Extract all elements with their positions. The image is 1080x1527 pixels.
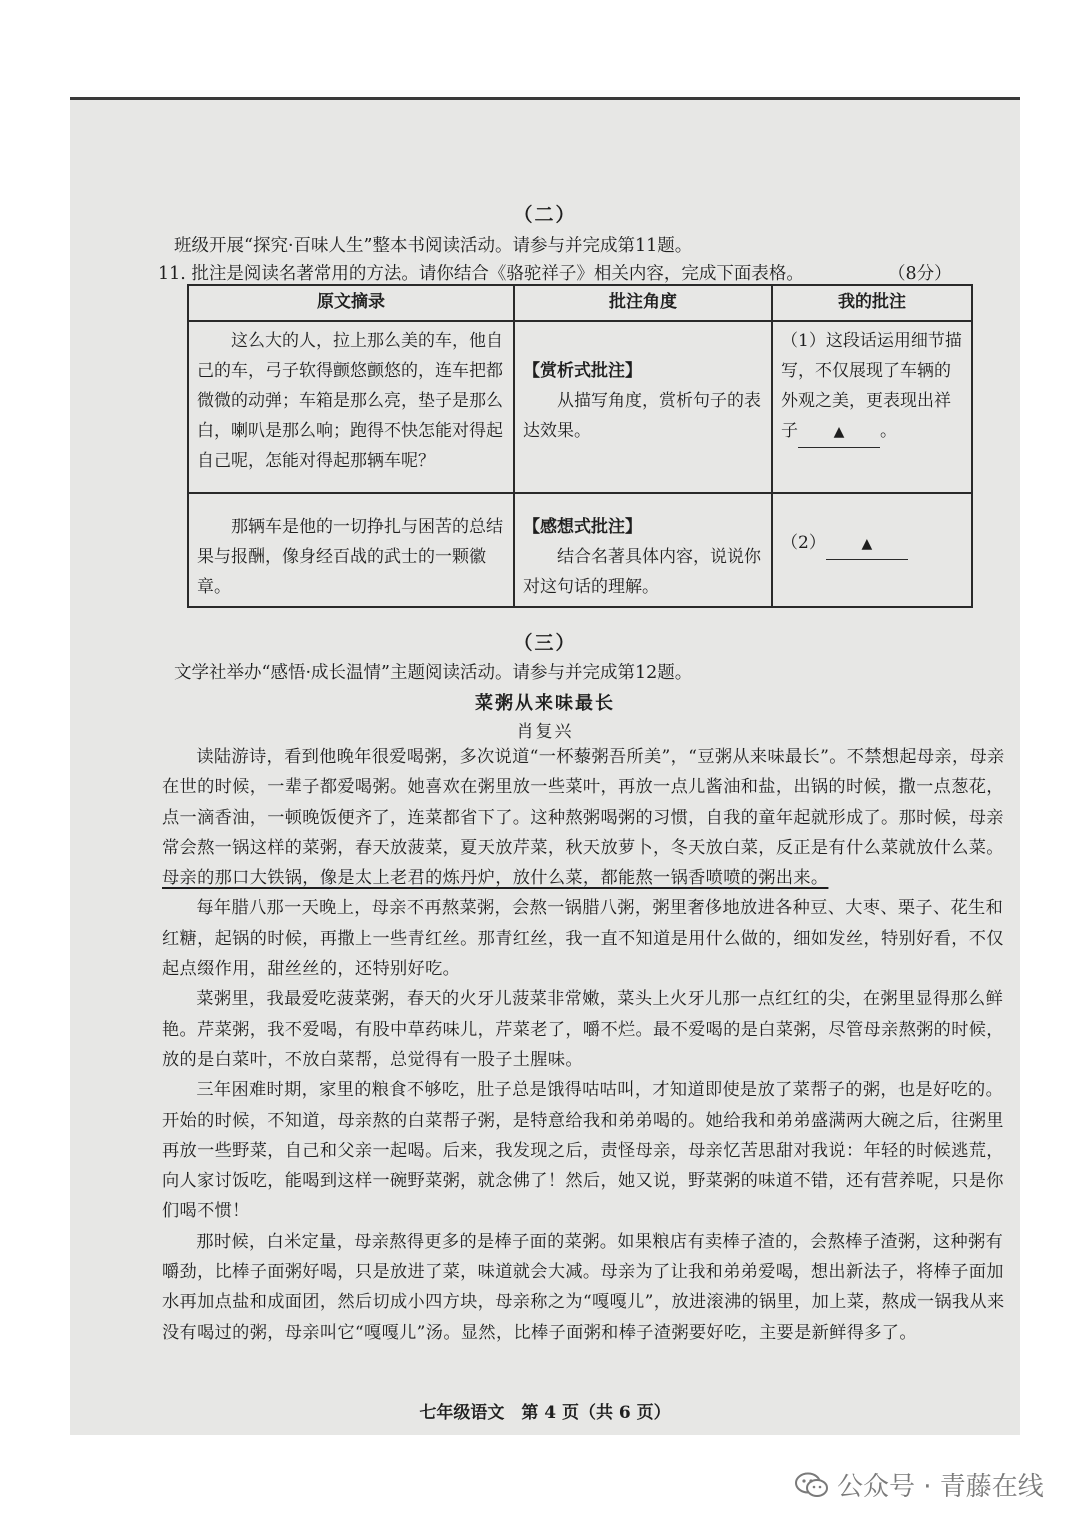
excerpt-1: 这么大的人，拉上那么美的车，他自己的车，弓子软得颤悠颤悠的，连车把都微微的动弹；车箱是那么亮，垫子是那么白，喇叭是那么响；跑得不快怎能对得起自己呢，怎能对得起那辆车呢？ [197, 331, 503, 471]
table-header-note: 我的批注 [772, 285, 972, 321]
article-title: 菜粥从来味最长 [475, 693, 615, 714]
watermark-text: 公众号 · 青藤在线 [837, 1472, 1044, 1502]
paragraph: 每年腊八那一天晚上，母亲不再熬菜粥，会熬一锅腊八粥，粥里奢侈地放进各种豆、大枣、栗子、花生和红糖，起锅的时候，再撒上一些青红丝。那青红丝，我一直不知道是用什么做的，细如发丝，特别好看，不仅起点缀作用，甜丝丝的，还特别好吃。 [162, 898, 1004, 980]
triangle-icon: ▲ [833, 424, 845, 440]
section2-heading: （二） [513, 204, 577, 226]
excerpt-2: 那辆车是他的一切挣扎与困苦的总结果与报酬，像身经百战的武士的一颗徽章。 [197, 517, 503, 597]
angle-tag-1: 【赏析式批注】 [523, 361, 642, 381]
note-1-text: （1）这段话运用细节描写，不仅展现了车辆的外观之美，更表现出祥子 [781, 331, 962, 441]
table-row [188, 321, 972, 493]
paragraph: 菜粥里，我最爱吃菠菜粥，春天的火牙儿菠菜非常嫩，菜头上火牙儿那一点红红的尖，在粥里显得那么鲜艳。芹菜粥，我不爱喝，有股中草药味儿，芹菜老了，嚼不烂。最不爱喝的是白菜粥，尽管母亲熬粥的时候，放的是白菜叶，不放白菜帮，总觉得有一股子土腥味。 [162, 989, 1004, 1070]
underlined-sentence: 母亲的那口大铁锅，像是太上老君的炼丹炉，放什么菜，都能熬一锅香喷喷的粥出来。 [162, 868, 829, 889]
paragraph: 那时候，白米定量，母亲熬得更多的是棒子面的菜粥。如果粮店有卖棒子渣的，会熬棒子渣粥，这种粥有嚼劲，比棒子面粥好喝，只是放进了菜，味道就会大减。母亲为了让我和弟弟爱喝，想出新法子，将棒子面加水再加点盐和成面团，然后切成小四方块，母亲称之为“嘎嘎儿”，放进滚沸的锅里，加上菜，熬成一锅我从来没有喝过的粥，母亲叫它“嘎嘎儿”汤。显然，比棒子面粥和棒子渣粥要好吃，主要是新鲜得多了。 [162, 1231, 1005, 1343]
answer-blank-2[interactable] [826, 528, 908, 560]
section3-intro: 文学社举办“感悟·成长温情”主题阅读活动。请参与并完成第12题。 [174, 663, 693, 683]
note-2-text: （2） [781, 533, 826, 553]
paragraph: 读陆游诗，看到他晚年很爱喝粥，多次说道“一杯藜粥吾所美”，“豆粥从来味最长”。不禁想起母亲，母亲在世的时候，一辈子都爱喝粥。她喜欢在粥里放一些菜叶，再放一点儿酱油和盐，出锅的时候，撒一点葱花，点一滴香油，一顿晚饭便齐了，连菜都省下了。这种熬粥喝粥的习惯，自我的童年起就形成了。那时候，母亲常会熬一锅这样的菜粥，春天放菠菜，夏天放芹菜，秋天放萝卜，冬天放白菜，反正是有什么菜就放什么菜。母亲的那口大铁锅，像是太上老君的炼丹炉，放什么菜，都能熬一锅香喷喷的粥出来。 [162, 747, 1005, 889]
article-author: 肖复兴 [516, 722, 574, 742]
question-11-score: （8分） [888, 264, 952, 284]
paragraph: 三年困难时期，家里的粮食不够吃，肚子总是饿得咕咕叫，才知道即使是放了菜帮子的粥，也是好吃的。开始的时候，不知道，母亲熬的白菜帮子粥，是特意给我和弟弟喝的。她给我和弟弟盛满两大碗之后，往粥里再放一些野菜，自己和父亲一起喝。后来，我发现之后，责怪母亲，母亲忆苦思甜对我说：年轻的时候逃荒，向人家讨饭吃，能喝到这样一碗野菜粥，就念佛了！然后，她又说，野菜粥的味道不错，还有营养呢，只是你们喝不惯！ [162, 1080, 1004, 1222]
question-11: 11. 批注是阅读名著常用的方法。请你结合《骆驼祥子》相关内容，完成下面表格。 [158, 264, 804, 284]
exam-paper [70, 97, 1020, 1435]
answer-blank-1[interactable] [798, 416, 880, 448]
table-header-excerpt: 原文摘录 [188, 285, 514, 321]
triangle-icon: ▲ [861, 536, 873, 552]
watermark [795, 1466, 1044, 1503]
angle-tag-2: 【感想式批注】 [523, 517, 642, 537]
article-body [162, 742, 1020, 1348]
table-header-angle: 批注角度 [514, 285, 772, 321]
note-1-end: 。 [880, 421, 897, 441]
angle-desc-1: 从描写角度，赏析句子的表达效果。 [523, 391, 761, 441]
section2-intro: 班级开展“探究·百味人生”整本书阅读活动。请参与并完成第11题。 [174, 236, 693, 256]
annotation-table [187, 284, 973, 608]
angle-desc-2: 结合名著具体内容，说说你对这句话的理解。 [523, 547, 761, 597]
page-footer: 七年级语文 第 4 页（共 6 页） [419, 1403, 671, 1423]
table-row [188, 493, 972, 607]
section3-heading: （三） [513, 632, 577, 654]
wechat-icon [795, 1472, 829, 1498]
